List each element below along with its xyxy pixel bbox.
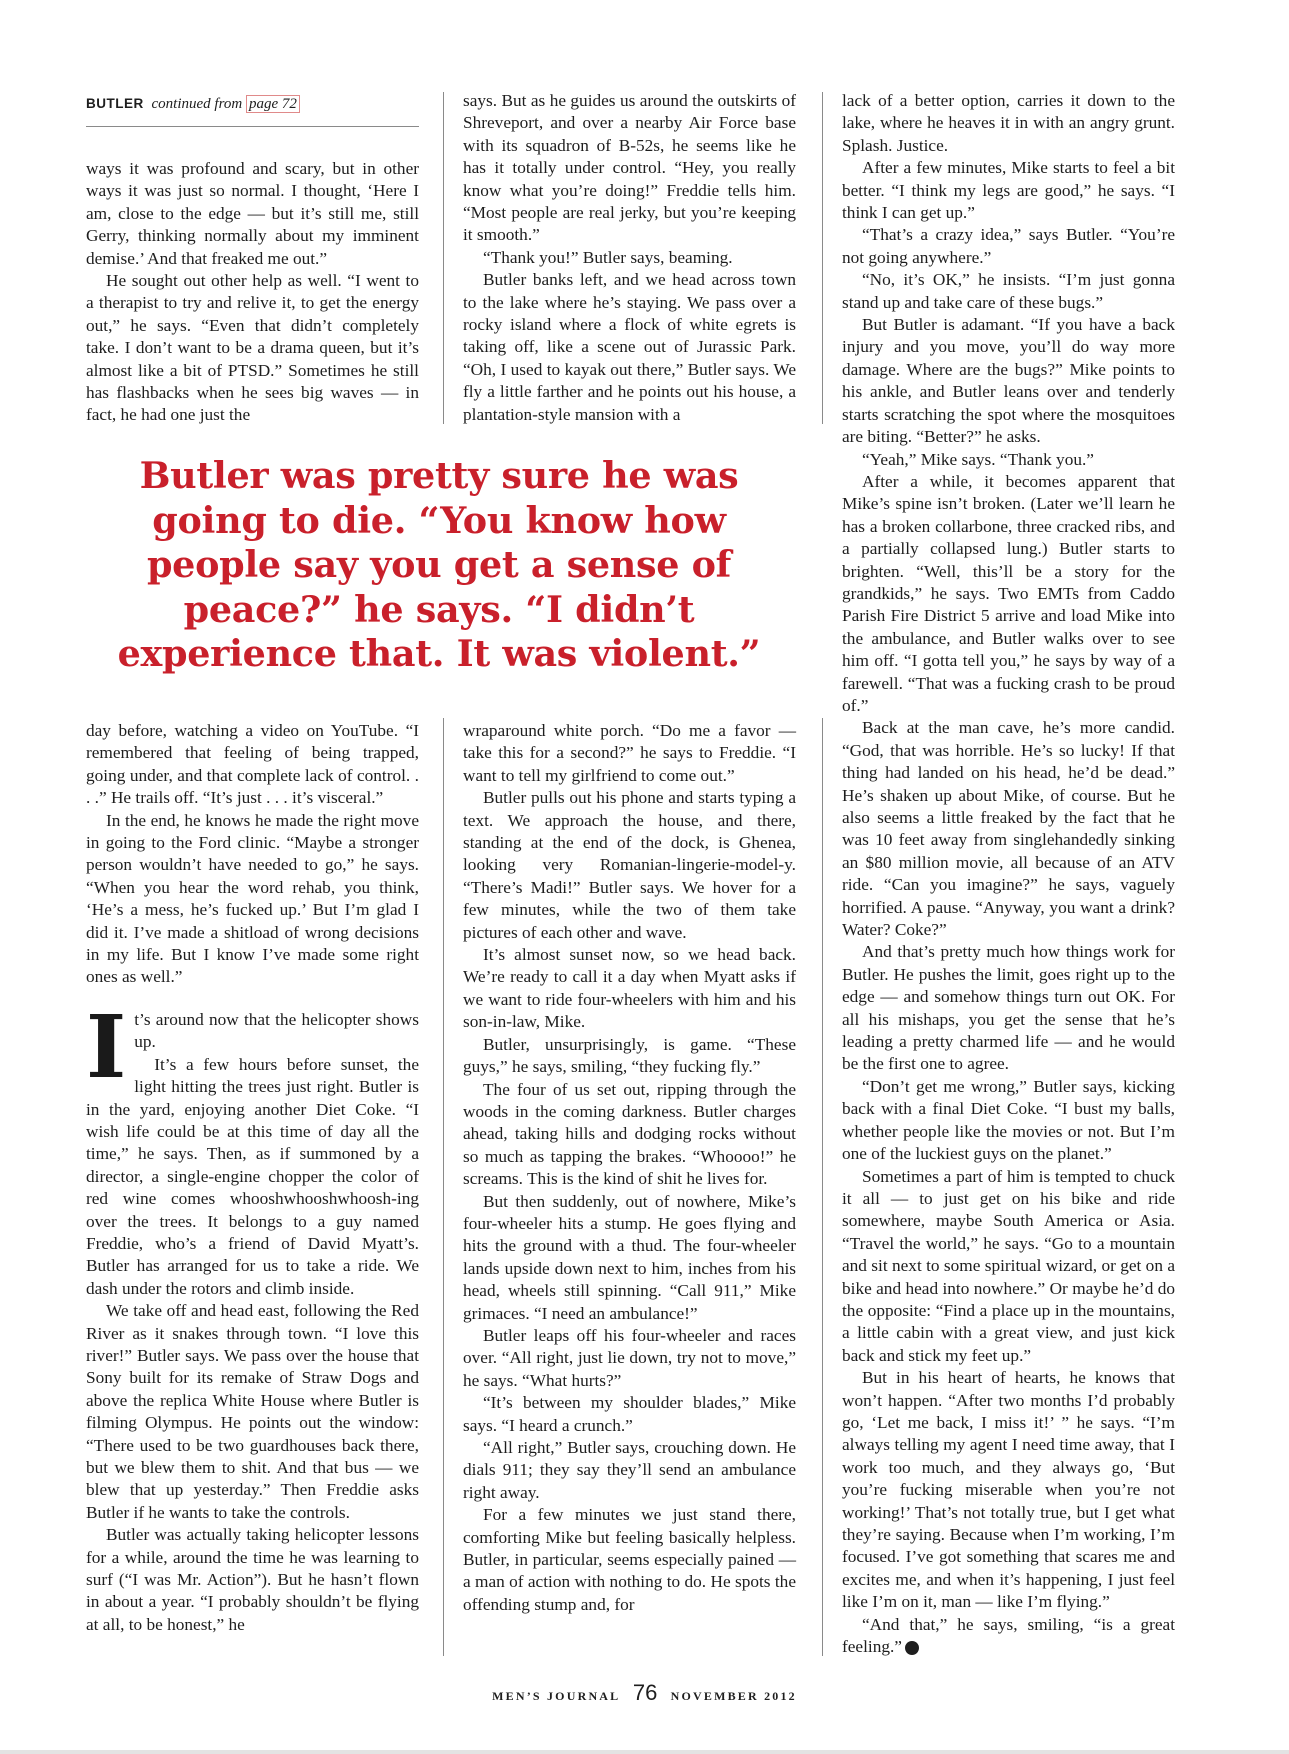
paragraph: day before, watching a video on YouTube. “I remembered that feeling of being trapped, going under, and that complete lack of control. . . .” He trails off. “It’s just . . . it’s visceral.”	[86, 721, 419, 808]
paragraph: And that’s pretty much how things work for Butler. He pushes the limit, goes right up to the edge — and somehow things turn out OK. For all his mishaps, you get the sense that he’s leading a pretty charmed life — and he would be the first one to agree.	[842, 942, 1175, 1074]
paragraph: “Yeah,” Mike says. “Thank you.”	[862, 449, 1094, 469]
paragraph: wraparound white porch. “Do me a favor — take this for a second?” he says to Freddie. “I want to tell my girlfriend to come out.”	[463, 721, 796, 785]
paragraph: In the end, he knows he made the right move in going to the Ford clinic. “Maybe a stronger person wouldn’t have needed to go,” he says. “When you hear the word rehab, you think, ‘He’s a mess, he’s fucked up.’ But I’m glad I did it. I’ve made a shitload of wrong decisions in my life. But I know I’ve made some right ones as well.”	[86, 810, 419, 987]
paragraph: He sought out other help as well. “I went to a therapist to try and relive it, to get the energy out,” he says. “Even that didn’t completely take. I don’t want to be a drama queen, but it’s almost like a bit of PTSD.” Sometimes he still has flashbacks when he sees big waves — in fact, he had one just the	[86, 271, 419, 425]
paragraph: Butler banks left, and we head across town to the lake where he’s staying. We pass over a rocky island where a flock of white egrets is taking off, like a scene out of Jurassic Park. “Oh, I used to kayak out there,” Butler says. We fly a little farther and he points out his house, a plantation-style mansion with a	[463, 270, 796, 424]
paragraph: After a while, it becomes apparent that Mike’s spine isn’t broken. (Later we’ll learn he has a broken collarbone, three cracked ribs, and a partially collapsed lung.) Butler starts to brighten. “Well, this’ll be a story for the grandkids,” he says. Two EMTs from Caddo Parish Fire District 5 arrive and load Mike into the ambulance, and Butler walks over to see him off. “I gotta tell you,” he says by way of a farewell. “That was a fucking crash to be proud of.”	[842, 471, 1175, 715]
pull-quote-line: people say you get a sense of	[146, 543, 732, 587]
page-reference-link[interactable]: page 72	[246, 95, 300, 113]
paragraph: Back at the man cave, he’s more candid. “God, that was horrible. He’s so lucky! If that thing had landed on his head, he’d be dead.” He’s shaken up about Mike, of course. But he also seems a little freaked by the fact that he was 10 feet away from singlehandedly sinking an $80 million movie, all because of an ATV ride. “Can you imagine?” he says, vaguely horrified. A pause. “Anyway, you want a drink? Water? Coke?”	[842, 718, 1175, 940]
paragraph: Butler pulls out his phone and starts typing a text. We approach the house, and there, standing at the end of the dock, is Ghenea, looking very Romanian-lingerie-model-y. “There’s Madi!” Butler says. We hover for a few minutes, while the two of them take pictures of each other and wave.	[463, 788, 796, 942]
paragraph: It’s a few hours before sunset, the light hitting the trees just right. Butler is in the yard, enjoying another Diet Coke. “I wish life could be at this time of day all the time,” he says. Then, as if summoned by a director, a single-engine chopper the color of red wine comes whooshwhooshwhoosh-ing over the trees. It belongs to a guy named Freddie, who’s a friend of David Myatt’s. Butler has arranged for us to take a ride. We dash under the rotors and climb inside.	[86, 1054, 419, 1298]
paragraph: It’s almost sunset now, so we head back. We’re ready to call it a day when Myatt asks if we want to ride four-wheelers with him and his son-in-law, Mike.	[463, 945, 796, 1032]
column-2-top	[463, 90, 796, 426]
column-rule-2-bottom	[822, 718, 823, 1656]
column-2-bottom	[463, 720, 796, 1616]
column-3	[842, 90, 1175, 1658]
paragraph: Butler leaps off his four-wheeler and races over. “All right, just lie down, try not to move,” he says. “What hurts?”	[463, 1325, 796, 1390]
column-rule-1-bottom	[443, 718, 444, 1656]
magazine-name: MEN’S JOURNAL	[492, 1689, 620, 1703]
paragraph: Sometimes a part of him is tempted to chuck it all — to just get on his bike and ride somewhere, maybe South America or Asia. “Travel the world,” he says. “Go to a mountain and sit next to some spiritual wizard, or get on a bike and head into nowhere.” Or maybe he’d do the opposite: “Find a place up in the mountains, a little cabin with a great view, and just kick back and stick my feet up.”	[842, 1166, 1175, 1365]
column-rule-1-top	[443, 92, 444, 424]
paragraph: “No, it’s OK,” he insists. “I’m just gonna stand up and take care of these bugs.”	[842, 270, 1175, 312]
pull-quote-line: Butler was pretty sure he was	[139, 454, 739, 497]
pull-quote	[80, 454, 798, 677]
final-sentence: “And that,” he says, smiling, “is a great feeling.”	[842, 1614, 1175, 1657]
story-kicker: BUTLER	[86, 96, 144, 111]
page-number: 76	[632, 1680, 658, 1705]
drop-cap-paragraph	[86, 996, 419, 1098]
paragraph: “It’s between my shoulder blades,” Mike says. “I heard a crunch.”	[463, 1393, 796, 1435]
pull-quote-line: going to die. “You know how	[152, 498, 726, 542]
pull-quote-line: experience that. It was violent.”	[117, 632, 761, 676]
paragraph: “All right,” Butler says, crouching down. He dials 911; they say they’ll send an ambulance right away.	[463, 1438, 796, 1502]
paragraph: We take off and head east, following the Red River as it snakes through town. “I love this river!” Butler says. We pass over the house that Sony built for its remake of Straw Dogs and above the replica White House where Butler is filming Olympus. He points out the window: “There used to be two guardhouses back there, but we blew them to shit. And that bus — we blew that up yesterday.” Then Freddie asks Butler if he wants to take the controls.	[86, 1301, 419, 1522]
continued-from-label: continued from	[151, 96, 243, 112]
drop-cap-first-line: t’s around now that the helicopter shows up.	[134, 1009, 419, 1052]
paragraph: For a few minutes we just stand there, comforting Mike but feeling basically helpless. Butler, in particular, seems especially pained — a man of action with nothing to do. He spots the offending stump and, for	[463, 1505, 796, 1614]
paragraph: But then suddenly, out of nowhere, Mike’s four-wheeler hits a stump. He goes flying and hits the ground with a thud. The four-wheeler lands upside down next to him, inches from his head, wheels still spinning. “Call 911,” Mike grimaces. “I need an ambulance!”	[463, 1191, 796, 1323]
paragraph: lack of a better option, carries it down to the lake, where he heaves it in with an angry grunt. Splash. Justice.	[842, 91, 1175, 155]
column-1-bottom	[86, 720, 419, 1636]
paragraph: “Thank you!” Butler says, beaming.	[483, 247, 733, 267]
drop-cap: I	[86, 996, 127, 1098]
paragraph: But Butler is adamant. “If you have a back injury and you move, you’ll do way more damage. Where are the bugs?” Mike points to his ankle, and Butler leans over and tenderly starts scratching the spot where the mosquitoes are biting. “Better?” he asks.	[842, 315, 1175, 447]
paragraph: Butler, unsurprisingly, is game. “These guys,” he says, smiling, “they fucking fly.”	[463, 1034, 796, 1077]
paragraph: Butler was actually taking helicopter lessons for a while, around the time he was learning to surf (“I was Mr. Action”). But he hasn’t flown in about a year. “I probably shouldn’t be flying at all, to be honest,” he	[86, 1525, 419, 1634]
continuation-header	[86, 94, 300, 114]
header-rule	[86, 126, 419, 127]
column-1-top	[86, 158, 419, 427]
paragraph-final	[842, 1614, 1175, 1659]
paragraph: The four of us set out, ripping through the woods in the coming darkness. Butler charges ahead, taking hills and dodging rocks without so much as tapping the brakes. “Whoooo!” he screams. This is the kind of shit he lives for.	[463, 1079, 796, 1189]
paragraph: “That’s a crazy idea,” says Butler. “You’re not going anywhere.”	[842, 225, 1175, 267]
paragraph: ways it was profound and scary, but in other ways it was just so normal. I thought, ‘Here I am, close to the edge — but it’s still me, still Gerry, thinking normally about my imminent demise.’ And that freaked me out.”	[86, 159, 419, 268]
paragraph: But in his heart of hearts, he knows that won’t happen. “After two months I’d probably go, ‘Let me back, I miss it!’ ” he says. “I’m always telling my agent I need time away, that I work too much, and they always go, ‘But you’re fucking miserable when you’re not working!’ That’s not totally true, but I get what they’re saying. Because when I’m working, I’m focused. I’ve got something that scares me and excites me, and when it’s happening, I just feel like I’m on it, man — like I’m flying.”	[842, 1368, 1175, 1612]
end-mark-icon: MJ	[905, 1641, 919, 1655]
page-footer	[0, 1680, 1289, 1706]
paragraph: After a few minutes, Mike starts to feel a bit better. “I think my legs are good,” he says. “I think I can get up.”	[842, 158, 1175, 223]
pull-quote-line: peace?” he says. “I didn’t	[183, 587, 695, 631]
paragraph: “Don’t get me wrong,” Butler says, kicking back with a final Diet Coke. “I bust my balls, whether people like the movies or not. But I’m one of the luckiest guys on the planet.”	[842, 1076, 1175, 1164]
paragraph: says. But as he guides us around the outskirts of Shreveport, and over a nearby Air Force base with its squadron of B-52s, he seems like he has it totally under control. “Hey, you really know what you’re doing!” Freddie tells him. “Most people are real jerky, but you’re keeping it smooth.”	[463, 91, 796, 245]
column-rule-2-top	[822, 92, 823, 424]
issue-date: NOVEMBER 2012	[670, 1689, 797, 1703]
bottom-edge	[0, 1750, 1289, 1754]
